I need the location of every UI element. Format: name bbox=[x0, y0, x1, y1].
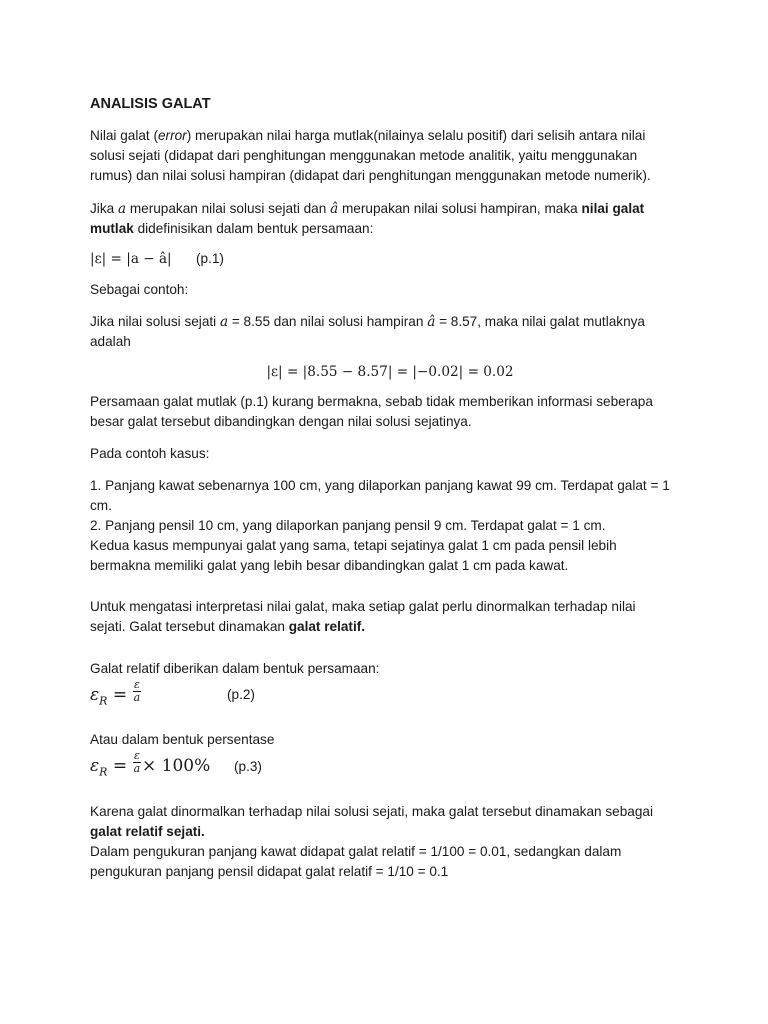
equation-p3: $\varepsilon_R$ = $\frac{\varepsilon}{a}$ × 100% (p.3) bbox=[90, 749, 262, 779]
cases-list bbox=[90, 476, 690, 576]
list-item: bermakna memiliki galat yang lebih besar dibandingkan galat 1 cm pada kawat. bbox=[90, 558, 569, 573]
paragraph-limitation: Persamaan galat mutlak (p.1) kurang bermakna, sebab tidak memberikan informasi seberapa besar galat tersebut dibandingkan dengan nilai solusi sejatinya. bbox=[90, 394, 653, 429]
cases-label: Pada contoh kasus: bbox=[90, 446, 210, 461]
relative-formula-label: Galat relatif diberikan dalam bentuk persamaan: bbox=[90, 661, 380, 676]
paragraph-definition: Nilai galat (error) merupakan nilai harga mutlak(nilainya selalu positif) dari selisih antara nilai solusi sejati (didapat dari penghitungan menggunakan metode analitik, yaitu menggunakan rumus) dan nilai solusi hampiran (didapat dari penghitungan menggunakan metode numerik). bbox=[90, 128, 651, 183]
percentage-label: Atau dalam bentuk persentase bbox=[90, 732, 275, 747]
equation-p2: $\varepsilon_R$ = $\frac{\varepsilon}{a}$ (p.2) bbox=[90, 678, 255, 708]
equation-p1: |ε| = |a − â| (p.1) bbox=[90, 251, 224, 267]
list-item: Kedua kasus mempunyai galat yang sama, tetapi sejatinya galat 1 cm pada pensil lebih bbox=[90, 538, 617, 553]
equation-example: |ε| = |8.55 − 8.57| = |−0.02| = 0.02 bbox=[266, 364, 514, 380]
paragraph-relative-intro: Untuk mengatasi interpretasi nilai galat, maka setiap galat perlu dinormalkan terhadap nilai sejati. Galat tersebut dinamakan galat relatif. bbox=[90, 599, 636, 634]
paragraph-relative-true: Karena galat dinormalkan terhadap nilai solusi sejati, maka galat tersebut dinamakan sebagai galat relatif sejati. Dalam pengukuran panjang kawat didapat galat relatif = 1/100 = 0.01, sedangkan dalam pengukuran panjang pensil didapat galat relatif = 1/10 = 0.1 bbox=[90, 804, 653, 879]
fraction: $\frac{\varepsilon}{a}$ bbox=[133, 678, 141, 704]
page-title: ANALISIS GALAT bbox=[90, 96, 211, 112]
list-item: cm. bbox=[90, 498, 112, 513]
list-item: 2. Panjang pensil 10 cm, yang dilaporkan panjang pensil 9 cm. Terdapat galat = 1 cm. bbox=[90, 518, 606, 533]
paragraph-example: Jika nilai solusi sejati a = 8.55 dan nilai solusi hampiran â = 8.57, maka nilai galat mutlaknya adalah bbox=[90, 314, 645, 349]
example-label: Sebagai contoh: bbox=[90, 282, 189, 297]
list-item: 1. Panjang kawat sebenarnya 100 cm, yang dilaporkan panjang kawat 99 cm. Terdapat galat = 1 bbox=[90, 478, 670, 493]
paragraph-absolute-error: Jika a merupakan nilai solusi sejati dan â merupakan nilai solusi hampiran, maka nilai galat mutlak didefinisikan dalam bentuk persamaan: bbox=[90, 201, 645, 236]
fraction: $\frac{\varepsilon}{a}$ bbox=[133, 749, 141, 775]
